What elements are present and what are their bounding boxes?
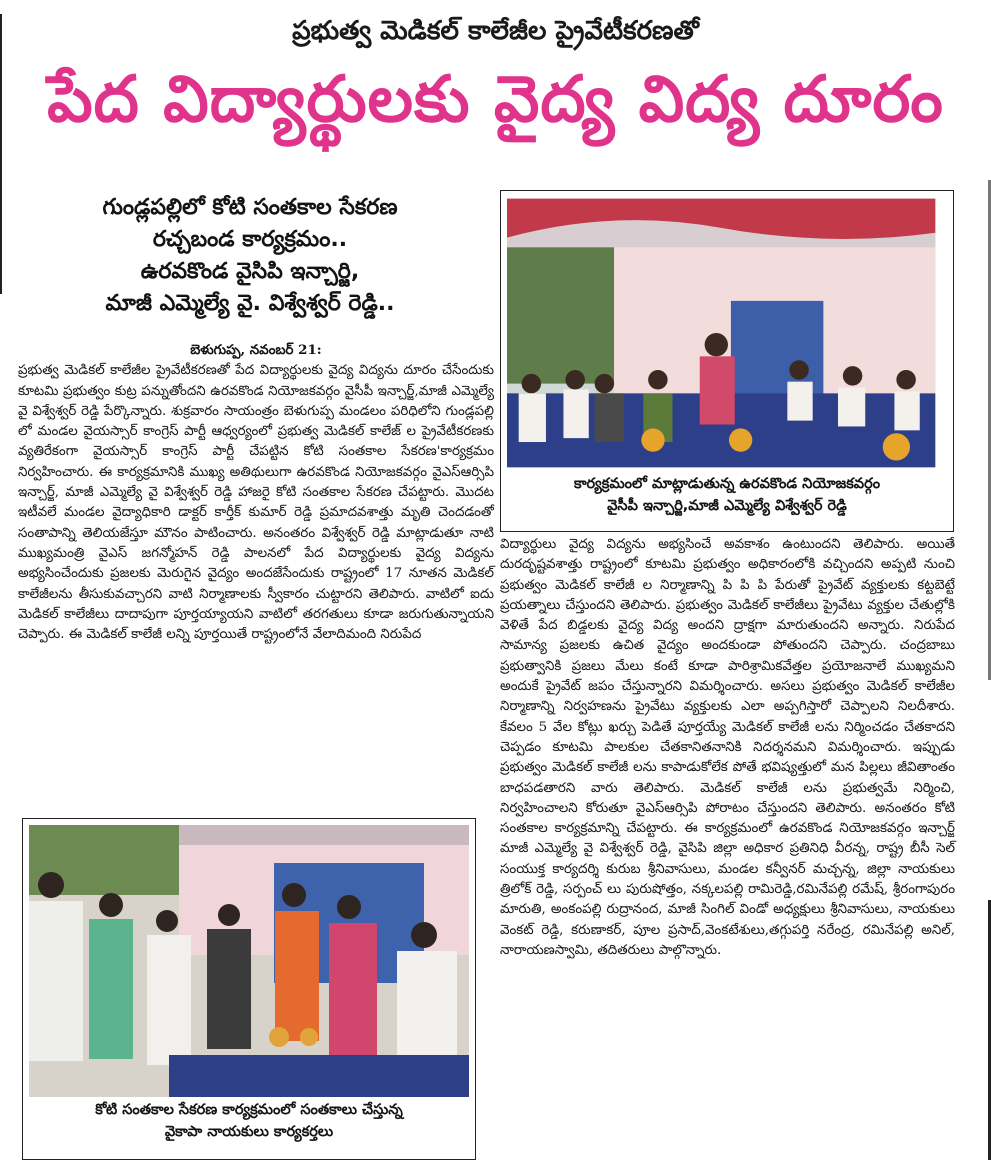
caption-line: కోటి సంతకాల సేకరణ కార్యక్రమంలో సంతకాలు చేస్తున్న <box>95 1102 403 1118</box>
photo-speaker <box>500 190 954 532</box>
photo-signatures-image <box>29 825 469 1097</box>
dateline: బెళుగుప్ప, నవంబర్ 21: <box>190 342 322 358</box>
kicker-heading: ప్రభుత్వ మెడికల్ కాలేజీల ప్రైవేటీకరణతో <box>292 16 699 46</box>
subhead-line: ఉరవకొండ వైసిపి ఇన్చార్జి, <box>140 259 360 284</box>
subhead-line: గుండ్లపల్లిలో కోటి సంతకాల సేకరణ <box>102 195 398 220</box>
caption-line: వైకాపా నాయకులు కార్యకర్తలు <box>164 1124 334 1140</box>
article-left-column <box>18 340 494 645</box>
subhead-line: రచ్చబండ కార్యక్రమం.. <box>152 227 348 252</box>
photo-signatures-caption <box>23 1099 475 1143</box>
page-title: పేద విద్యార్థులకు వైద్య విద్య దూరం <box>47 63 944 137</box>
subhead-line: మాజీ ఎమ్మెల్యే వై. విశ్వేశ్వర్ రెడ్డి.. <box>105 291 395 316</box>
photo-signatures <box>22 818 476 1160</box>
photo-speaker-caption <box>501 473 953 517</box>
photo-speaker-image <box>507 195 947 471</box>
right-body-text: విద్యార్థులు వైద్య విద్యను అభ్యసించే అవకాశం ఉంటుందని తెలిపారు. అయితే దురదృష్టవశాత్తు రాష్ట్రంలో కూటమి ప్రభుత్వం అధికారంలోకి వచ్చిందని అప్పటి నుంచి ప్రభుత్వం మెడికల్ కాలేజీ ల నిర్మాణాన్ని పి పి పి పేరుతో ప్రైవేట్ వ్యక్తులకు కట్టబెట్టే ప్రయత్నాలు చేస్తుందని తెలిపారు. ప్రభుత్వం మెడికల్ కాలేజీలు ప్రైవేటు వ్యక్తుల చేతుల్లోకి వెళితే పేద బిడ్డలకు వైద్య విద్య అందని ద్రాక్షగా మారుతుందని అన్నారు. నిరుపేద సామాన్య ప్రజలకు ఉచిత వైద్యం అందకుండా పోతుందని చెప్పారు. చంద్రబాబు ప్రభుత్వానికి ప్రజలు మేలు కంటే కూడా పారిశ్రామికవేత్తల ప్రయోజనాలే ముఖ్యమని అందుకే ప్రైవేట్ జపం చేస్తున్నారని విమర్శించారు. అసలు ప్రభుత్వం మెడికల్ కాలేజీల నిర్మాణాన్ని నిర్వహణను ప్రైవేటు వ్యక్తులకు ఎలా అప్పగిస్తారో చెప్పాలని నిలదీశారు. కేవలం 5 వేల కోట్లు ఖర్చు పెడితే పూర్తయ్యే మెడికల్ కాలేజీ లను నిర్మించడం చేతకాదని చెప్పడం కూటమి పాలకుల చేతకానితనానికి నిదర్శనమని విమర్శించారు. ఇప్పుడు ప్రభుత్వం మెడికల్ కాలేజీ లను కాపాడుకోలేక పోతే భవిష్యత్తులో మన పిల్లలు జీవితాంతం బాధపడతారని వారు తెలిపారు. మెడికల్ కాలేజీ లను ప్రభుత్వమే నిర్మించి, నిర్వహించాలని కోరుతూ వైఎస్ఆర్సిపి పోరాటం చేస్తుందని తెలిపారు. అనంతరం కోటి సంతకాల కార్యక్రమాన్ని చేపట్టారు. ఈ కార్యక్రమంలో ఉరవకొండ నియోజకవర్గం ఇన్చార్జ్ మాజీ ఎమ్మెల్యే వై విశ్వేశ్వర్ రెడ్డి, వైసిపి జిల్లా అధికార ప్రతినిధి వీరన్న, రాష్ట్ర బీసీ సెల్ సంయుక్త కార్యదర్శి కురుబ శ్రీనివాసులు, మండల కన్వీనర్ మచ్చన్న, జిల్లా నాయకులు త్రిలోక్ రెడ్డి, సర్పంచ్ లు పురుషోత్తం, నక్కలపల్లి రామిరెడ్డి,రమినేపల్లి రమేష్, శ్రీరంగాపురం మారుతి, అంకంపల్లి రుద్రానంద, మాజీ సింగిల్ విండో అధ్యక్షులు శ్రీనివాసులు, నాయకులు వెంకట్ రెడ్డి, కరుణాకర్, పూల ప్రసాద్,వెంకటేశులు,తగ్గుపర్తి నరేంద్ర, రమినేపల్లి అనిల్, నారాయణస్వామి, తదితరులు పాల్గొన్నారు. <box>500 537 955 958</box>
caption-line: కార్యక్రమంలో మాట్లాడుతున్న ఉరవకొండ నియోజకవర్గం <box>573 476 881 492</box>
subheadline <box>20 192 480 320</box>
article-right-column <box>500 535 955 961</box>
left-body-text: ప్రభుత్వ మెడికల్ కాలేజీల ప్రైవేటీకరణతో పేద విద్యార్థులకు వైద్య విద్యను దూరం చేసేందుకు కూటమి ప్రభుత్వం కుట్ర పన్నుతోందని ఉరవకొండ నియోజకవర్గం వైసీపీ ఇన్చార్జ్,మాజీ ఎమ్మెల్యే వై విశ్వేశ్వర్ రెడ్డి పేర్కొన్నారు. శుక్రవారం సాయంత్రం బెళుగుప్ప మండలం పరిధిలోని గుండ్లపల్లి లో మండల వైయస్సార్ కాంగ్రెస్ పార్టీ ఆధ్వర్యంలో ప్రభుత్వ మెడికల్ కాలేజ్ ల ప్రైవేటీకరణకు వ్యతిరేకంగా వైయస్సార్ కాంగ్రెస్ పార్టీ చేపట్టిన కోటి సంతకాల సేకరణ'కార్యక్రమం నిర్వహించారు. ఈ కార్యక్రమానికి ముఖ్య అతిథులుగా ఉరవకొండ నియోజకవర్గం వైఎస్ఆర్సిపి ఇన్చార్జ్, మాజీ ఎమ్మెల్యే వై విశ్వేశ్వర్ రెడ్డి హాజరై కోటి సంతకాల సేకరణ చేపట్టారు. మొదట ఇటీవలే మండల వైద్యాధికారి డాక్టర్ కార్తీక్ కుమార్ రెడ్డి ప్రమాదవశాత్తు మృతి చెందడంతో సంతాపాన్ని తెలియజేస్తూ మౌనం పాటించారు. అనంతరం విశ్వేశ్వర్ రెడ్డి మాట్లాడుతూ నాటి ముఖ్యమంత్రి వైఎస్ జగన్మోహన్ రెడ్డి పాలనలో పేద విద్యార్థులకు వైద్య విద్యను అభ్యసించేందుకు ప్రజలకు మెరుగైన వైద్యం అందజేసేందుకు రాష్ట్రంలో 17 నూతన మెడికల్ కాలేజీలను తీసుకువచ్చారని వాటి నిర్మాణాలకు స్వీకారం చుట్టారని తెలిపారు. వాటిలో ఐదు మెడికల్ కాలేజీలు దాదాపుగా పూర్తయ్యాయని వాటిలో తరగతులు కూడా జరుగుతున్నాయని చెప్పారు. ఈ మెడికల్ కాలేజీ లన్ని పూర్తయితే రాష్ట్రంలోనే వేలాదిమంది నిరుపేద <box>18 363 494 643</box>
caption-line: వైసీపీ ఇన్చార్జి,మాజీ ఎమ్మెల్యే విశ్వేశ్వర్ రెడ్డి <box>607 498 847 514</box>
